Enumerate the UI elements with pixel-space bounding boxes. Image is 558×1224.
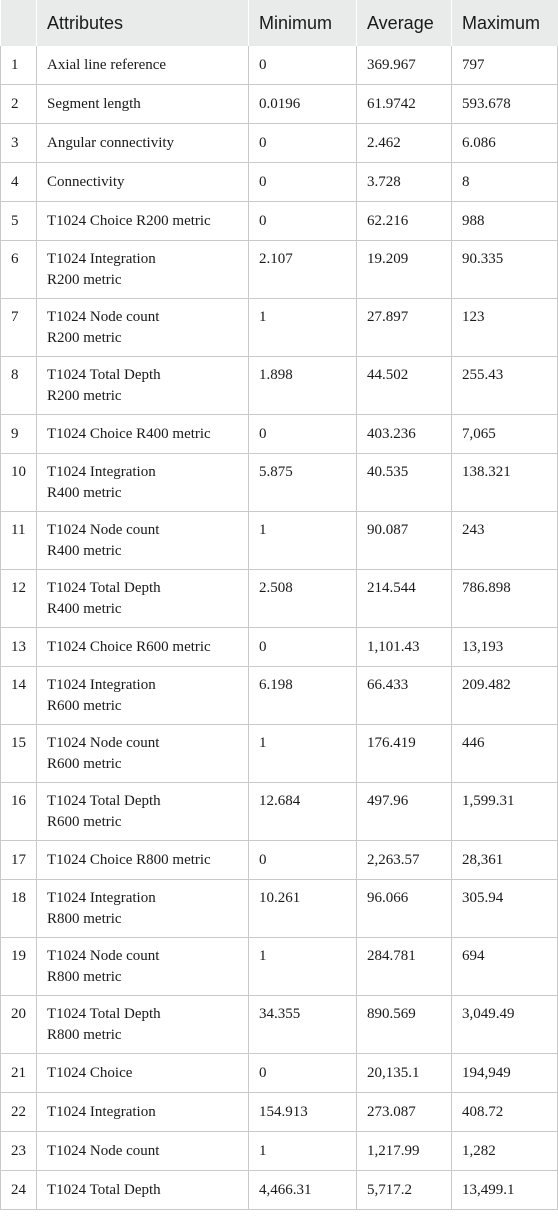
attribute-name-line: T1024 Integration [47, 890, 156, 906]
table-row [1, 46, 558, 85]
row-number: 13 [1, 628, 37, 667]
attribute-name-line: T1024 Choice R200 metric [47, 212, 211, 229]
average-value: 403.236 [357, 415, 452, 454]
maximum-value: 408.72 [452, 1093, 558, 1132]
attribute-name-line: T1024 Choice R800 metric [47, 851, 211, 868]
attribute-name [37, 880, 249, 938]
table-row [1, 85, 558, 124]
row-number: 17 [1, 841, 37, 880]
minimum-value: 2.107 [249, 241, 357, 299]
minimum-value: 0 [249, 415, 357, 454]
header-average: Average [357, 0, 452, 46]
row-number: 18 [1, 880, 37, 938]
attribute-name [37, 667, 249, 725]
maximum-value: 797 [452, 46, 558, 85]
table-row [1, 1132, 558, 1171]
maximum-value: 593.678 [452, 85, 558, 124]
average-value: 20,135.1 [357, 1054, 452, 1093]
minimum-value: 1 [249, 512, 357, 570]
average-value: 66.433 [357, 667, 452, 725]
maximum-value: 786.898 [452, 570, 558, 628]
maximum-value: 194,949 [452, 1054, 558, 1093]
minimum-value: 0 [249, 163, 357, 202]
attribute-name [37, 1132, 249, 1171]
maximum-value: 3,049.49 [452, 996, 558, 1054]
attribute-name-line: R600 metric [47, 814, 122, 830]
row-number: 5 [1, 202, 37, 241]
attribute-name-line: T1024 Node count [47, 309, 160, 325]
average-value: 3.728 [357, 163, 452, 202]
attribute-name [37, 357, 249, 415]
table-row [1, 783, 558, 841]
maximum-value: 13,193 [452, 628, 558, 667]
row-number: 12 [1, 570, 37, 628]
attribute-name-line: T1024 Integration [47, 251, 156, 267]
maximum-value: 305.94 [452, 880, 558, 938]
maximum-value: 8 [452, 163, 558, 202]
attribute-name [37, 1054, 249, 1093]
maximum-value: 123 [452, 299, 558, 357]
attribute-name-line: T1024 Integration [47, 1103, 156, 1120]
header-index [1, 0, 37, 46]
attribute-name [37, 124, 249, 163]
row-number: 21 [1, 1054, 37, 1093]
attribute-name-line: T1024 Total Depth [47, 1006, 161, 1022]
attribute-name-line: T1024 Node count [47, 948, 160, 964]
average-value: 44.502 [357, 357, 452, 415]
attribute-name [37, 996, 249, 1054]
attribute-name [37, 299, 249, 357]
table-row [1, 163, 558, 202]
maximum-value: 90.335 [452, 241, 558, 299]
table-row [1, 1054, 558, 1093]
row-number: 3 [1, 124, 37, 163]
row-number: 6 [1, 241, 37, 299]
maximum-value: 28,361 [452, 841, 558, 880]
attribute-name [37, 1171, 249, 1210]
attribute-name-line: T1024 Integration [47, 677, 156, 693]
attribute-name-line: T1024 Node count [47, 735, 160, 751]
table-row [1, 299, 558, 357]
table-body [1, 46, 558, 1210]
row-number: 9 [1, 415, 37, 454]
table-row [1, 996, 558, 1054]
header-maximum: Maximum [452, 0, 558, 46]
attribute-name [37, 783, 249, 841]
attribute-name-line: T1024 Choice R600 metric [47, 638, 211, 655]
row-number: 20 [1, 996, 37, 1054]
table-row [1, 938, 558, 996]
row-number: 2 [1, 85, 37, 124]
maximum-value: 209.482 [452, 667, 558, 725]
attribute-name [37, 415, 249, 454]
attribute-name-line: R200 metric [47, 388, 122, 404]
average-value: 1,217.99 [357, 1132, 452, 1171]
minimum-value: 0 [249, 1054, 357, 1093]
row-number: 8 [1, 357, 37, 415]
attribute-name-line: R400 metric [47, 485, 122, 501]
row-number: 14 [1, 667, 37, 725]
maximum-value: 6.086 [452, 124, 558, 163]
attribute-name-line: T1024 Total Depth [47, 1181, 161, 1198]
minimum-value: 6.198 [249, 667, 357, 725]
average-value: 2,263.57 [357, 841, 452, 880]
minimum-value: 1.898 [249, 357, 357, 415]
minimum-value: 0 [249, 841, 357, 880]
row-number: 15 [1, 725, 37, 783]
row-number: 1 [1, 46, 37, 85]
row-number: 11 [1, 512, 37, 570]
attribute-name [37, 1093, 249, 1132]
row-number: 4 [1, 163, 37, 202]
attribute-name-line: Connectivity [47, 173, 125, 190]
table-row [1, 241, 558, 299]
attribute-name [37, 241, 249, 299]
minimum-value: 1 [249, 725, 357, 783]
attribute-name-line: T1024 Total Depth [47, 580, 161, 596]
average-value: 2.462 [357, 124, 452, 163]
row-number: 19 [1, 938, 37, 996]
table-row [1, 1093, 558, 1132]
row-number: 24 [1, 1171, 37, 1210]
attribute-name-line: Angular connectivity [47, 134, 175, 151]
attribute-name [37, 202, 249, 241]
attribute-name-line: R600 metric [47, 756, 122, 772]
attribute-name-line: T1024 Integration [47, 464, 156, 480]
table-row [1, 628, 558, 667]
table-row [1, 202, 558, 241]
minimum-value: 0 [249, 124, 357, 163]
average-value: 214.544 [357, 570, 452, 628]
average-value: 497.96 [357, 783, 452, 841]
attribute-name [37, 454, 249, 512]
row-number: 22 [1, 1093, 37, 1132]
table-row [1, 725, 558, 783]
attribute-name-line: T1024 Node count [47, 522, 160, 538]
maximum-value: 255.43 [452, 357, 558, 415]
attribute-name-line: Segment length [47, 95, 141, 112]
average-value: 273.087 [357, 1093, 452, 1132]
attribute-name [37, 841, 249, 880]
table-header-row [1, 0, 558, 46]
maximum-value: 1,282 [452, 1132, 558, 1171]
header-minimum: Minimum [249, 0, 357, 46]
minimum-value: 1 [249, 299, 357, 357]
average-value: 5,717.2 [357, 1171, 452, 1210]
average-value: 176.419 [357, 725, 452, 783]
average-value: 369.967 [357, 46, 452, 85]
maximum-value: 138.321 [452, 454, 558, 512]
attribute-name-line: T1024 Total Depth [47, 367, 161, 383]
attribute-name [37, 46, 249, 85]
maximum-value: 988 [452, 202, 558, 241]
minimum-value: 0.0196 [249, 85, 357, 124]
maximum-value: 13,499.1 [452, 1171, 558, 1210]
minimum-value: 2.508 [249, 570, 357, 628]
minimum-value: 0 [249, 628, 357, 667]
table-row [1, 841, 558, 880]
minimum-value: 0 [249, 46, 357, 85]
minimum-value: 34.355 [249, 996, 357, 1054]
attribute-name [37, 725, 249, 783]
average-value: 1,101.43 [357, 628, 452, 667]
minimum-value: 154.913 [249, 1093, 357, 1132]
attribute-name [37, 938, 249, 996]
row-number: 16 [1, 783, 37, 841]
attribute-name-line: T1024 Node count [47, 1142, 160, 1159]
maximum-value: 7,065 [452, 415, 558, 454]
attribute-name [37, 570, 249, 628]
table-row [1, 415, 558, 454]
table-row [1, 454, 558, 512]
attribute-name-line: T1024 Total Depth [47, 793, 161, 809]
minimum-value: 1 [249, 938, 357, 996]
attribute-name [37, 85, 249, 124]
attribute-name-line: R600 metric [47, 698, 122, 714]
table-row [1, 357, 558, 415]
table-row [1, 880, 558, 938]
average-value: 27.897 [357, 299, 452, 357]
average-value: 96.066 [357, 880, 452, 938]
attribute-name-line: T1024 Choice [47, 1064, 133, 1081]
attribute-name-line: R800 metric [47, 969, 122, 985]
attribute-name-line: R400 metric [47, 601, 122, 617]
table-row [1, 124, 558, 163]
header-attributes: Attributes [37, 0, 249, 46]
average-value: 61.9742 [357, 85, 452, 124]
attribute-name [37, 163, 249, 202]
maximum-value: 243 [452, 512, 558, 570]
attribute-name-line: T1024 Choice R400 metric [47, 425, 211, 442]
maximum-value: 1,599.31 [452, 783, 558, 841]
row-number: 7 [1, 299, 37, 357]
attribute-name-line: R200 metric [47, 330, 122, 346]
attribute-name-line: R400 metric [47, 543, 122, 559]
minimum-value: 1 [249, 1132, 357, 1171]
row-number: 23 [1, 1132, 37, 1171]
attribute-name-line: Axial line reference [47, 56, 167, 73]
maximum-value: 694 [452, 938, 558, 996]
minimum-value: 10.261 [249, 880, 357, 938]
table-row [1, 570, 558, 628]
attribute-name-line: R800 metric [47, 1027, 122, 1043]
average-value: 62.216 [357, 202, 452, 241]
table-row [1, 667, 558, 725]
table-row [1, 1171, 558, 1210]
attribute-name-line: R800 metric [47, 911, 122, 927]
minimum-value: 5.875 [249, 454, 357, 512]
row-number: 10 [1, 454, 37, 512]
minimum-value: 0 [249, 202, 357, 241]
attribute-name [37, 512, 249, 570]
attribute-name [37, 628, 249, 667]
average-value: 890.569 [357, 996, 452, 1054]
maximum-value: 446 [452, 725, 558, 783]
minimum-value: 12.684 [249, 783, 357, 841]
average-value: 90.087 [357, 512, 452, 570]
average-value: 284.781 [357, 938, 452, 996]
average-value: 40.535 [357, 454, 452, 512]
average-value: 19.209 [357, 241, 452, 299]
attribute-name-line: R200 metric [47, 272, 122, 288]
minimum-value: 4,466.31 [249, 1171, 357, 1210]
table-row [1, 512, 558, 570]
